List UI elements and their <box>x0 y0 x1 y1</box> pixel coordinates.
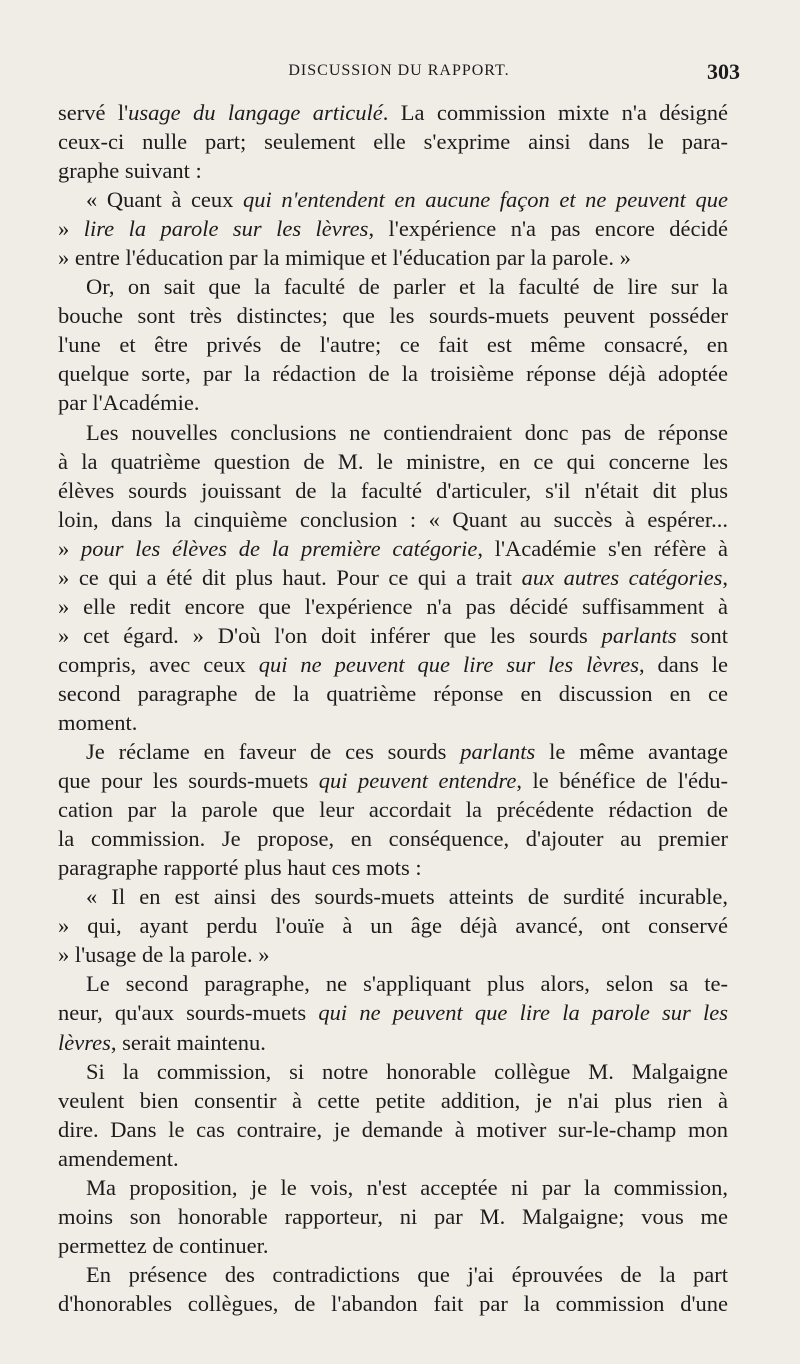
text-run: , serait maintenu. <box>110 1029 266 1055</box>
text-line <box>58 708 728 737</box>
text-run: « Il en est ainsi des sourds-muets atteints de surdité incurable, <box>86 884 728 910</box>
text-run: bouche sont très distinctes; que les sourds-muets peuvent posséder <box>58 303 728 329</box>
text-run: moins son honorable rapporteur, ni par M. Malgaigne; vous me <box>58 1203 728 1229</box>
text-line <box>58 243 728 272</box>
text-run: la commission. Je propose, en conséquence, d'ajouter au premier <box>58 826 728 852</box>
text-line <box>58 969 728 998</box>
text-line <box>58 214 728 243</box>
text-line <box>58 563 728 592</box>
text-line <box>58 766 728 795</box>
text-run: , <box>722 564 728 590</box>
text-line <box>58 127 728 156</box>
italic-run: parlants <box>601 622 677 648</box>
text-line <box>58 1057 728 1086</box>
text-run: . La commission mixte n'a désigné <box>382 100 728 125</box>
italic-run: parlants <box>460 739 536 765</box>
body-text <box>58 98 728 1318</box>
text-line <box>58 156 728 185</box>
text-run: dire. Dans le cas contraire, je demande à motiver sur-le-champ mon <box>58 1116 728 1142</box>
text-run: quelque sorte, par la rédaction de la troisième réponse déjà adoptée <box>58 361 728 387</box>
text-run: neur, qu'aux sourds-muets <box>58 1000 319 1026</box>
text-run: amendement. <box>58 1145 179 1171</box>
text-run: servé l' <box>58 100 129 125</box>
text-line <box>58 1086 728 1115</box>
running-head-title: DISCUSSION DU RAPPORT. <box>288 62 510 79</box>
text-run: veulent bien consentir à cette petite addition, je n'ai plus rien à <box>58 1087 728 1113</box>
italic-run: lire la parole sur les lèvres <box>83 216 369 242</box>
text-line <box>58 1144 728 1173</box>
text-line <box>58 1260 728 1289</box>
italic-run: usage du langage articulé <box>128 100 383 125</box>
text-run: l'une et être privés de l'autre; ce fait est même consacré, en <box>58 332 728 358</box>
text-line <box>58 1028 728 1057</box>
text-line <box>58 330 728 359</box>
text-run: sont <box>676 622 728 648</box>
text-run: compris, avec ceux <box>58 651 259 677</box>
text-line <box>58 853 728 882</box>
italic-run: qui n'entendent en aucune façon et ne peuvent que <box>243 187 728 213</box>
text-run: , dans le <box>638 651 729 677</box>
text-line <box>58 621 728 650</box>
text-line <box>58 737 728 766</box>
text-run: » <box>58 216 84 242</box>
text-run: « Quant à ceux <box>86 187 243 213</box>
text-line <box>58 795 728 824</box>
italic-run: aux autres catégories <box>521 564 723 590</box>
text-run: » entre l'éducation par la mimique et l'éducation par la parole. » <box>58 245 631 271</box>
text-line <box>58 98 728 127</box>
text-line <box>58 447 728 476</box>
text-run: élèves sourds jouissant de la faculté d'articuler, s'il n'était dit plus <box>58 477 728 503</box>
text-run: second paragraphe de la quatrième réponse en discussion en ce <box>58 680 728 706</box>
text-line <box>58 418 728 447</box>
text-line <box>58 998 728 1027</box>
text-run: , l'expérience n'a pas encore décidé <box>368 216 728 242</box>
text-run: Ma proposition, je le vois, n'est acceptée ni par la commission, <box>86 1174 728 1200</box>
text-run: » <box>58 535 82 561</box>
text-line <box>58 911 728 940</box>
text-run: , le bénéfice de l'édu- <box>516 768 729 794</box>
text-run: paragraphe rapporté plus haut ces mots : <box>58 855 422 881</box>
text-run: Le second paragraphe, ne s'appliquant plus alors, selon sa te- <box>86 971 728 997</box>
text-line <box>58 476 728 505</box>
text-line <box>58 679 728 708</box>
text-line <box>58 824 728 853</box>
text-run: que pour les sourds-muets <box>58 768 319 794</box>
text-run: , l'Académie s'en réfère à <box>477 535 728 561</box>
text-run: cation par la parole que leur accordait la précédente rédaction de <box>58 797 728 823</box>
text-run: permettez de continuer. <box>58 1232 269 1258</box>
text-run: » l'usage de la parole. » <box>58 942 270 968</box>
text-run: Or, on sait que la faculté de parler et la faculté de lire sur la <box>86 274 728 300</box>
text-line <box>58 359 728 388</box>
italic-run: pour les élèves de la première catégorie <box>81 535 478 561</box>
text-run: à la quatrième question de M. le ministre, en ce qui concerne les <box>58 448 728 474</box>
page-number: 303 <box>707 59 740 84</box>
text-line <box>58 301 728 330</box>
text-line <box>58 1202 728 1231</box>
text-run: moment. <box>58 709 138 735</box>
running-head <box>58 59 740 92</box>
text-run: Je réclame en faveur de ces sourds <box>86 739 461 765</box>
text-run: le même avantage <box>535 739 728 765</box>
text-line <box>58 592 728 621</box>
text-line <box>58 882 728 911</box>
text-line <box>58 272 728 301</box>
text-line <box>58 1115 728 1144</box>
text-run: » elle redit encore que l'expérience n'a pas décidé suffisamment à <box>58 593 728 619</box>
italic-run: qui ne peuvent que lire sur les lèvres <box>258 651 639 677</box>
text-line <box>58 185 728 214</box>
text-run: » qui, ayant perdu l'ouïe à un âge déjà avancé, ont conservé <box>58 913 728 939</box>
italic-run: qui peuvent entendre <box>318 768 517 794</box>
text-run: graphe suivant : <box>58 158 202 184</box>
text-line <box>58 505 728 534</box>
text-line <box>58 1289 728 1318</box>
text-line <box>58 534 728 563</box>
text-run: loin, dans la cinquième conclusion : « Quant au succès à espérer... <box>58 506 728 532</box>
text-line <box>58 650 728 679</box>
text-line <box>58 1173 728 1202</box>
italic-run: qui ne peuvent que lire la parole sur les <box>318 1000 728 1026</box>
text-run: ceux-ci nulle part; seulement elle s'exprime ainsi dans le para- <box>58 129 728 155</box>
text-line <box>58 940 728 969</box>
text-run: Si la commission, si notre honorable collègue M. Malgaigne <box>86 1058 728 1084</box>
text-line <box>58 388 728 417</box>
italic-run: lèvres <box>58 1029 111 1055</box>
text-run: En présence des contradictions que j'ai éprouvées de la part <box>86 1261 728 1287</box>
text-run: par l'Académie. <box>58 390 200 416</box>
text-run: Les nouvelles conclusions ne contiendraient donc pas de réponse <box>86 419 728 445</box>
text-line <box>58 1231 728 1260</box>
text-run: » ce qui a été dit plus haut. Pour ce qui a trait <box>58 564 522 590</box>
text-run: d'honorables collègues, de l'abandon fait par la commission d'une <box>58 1290 728 1316</box>
text-run: » cet égard. » D'où l'on doit inférer que les sourds <box>58 622 602 648</box>
